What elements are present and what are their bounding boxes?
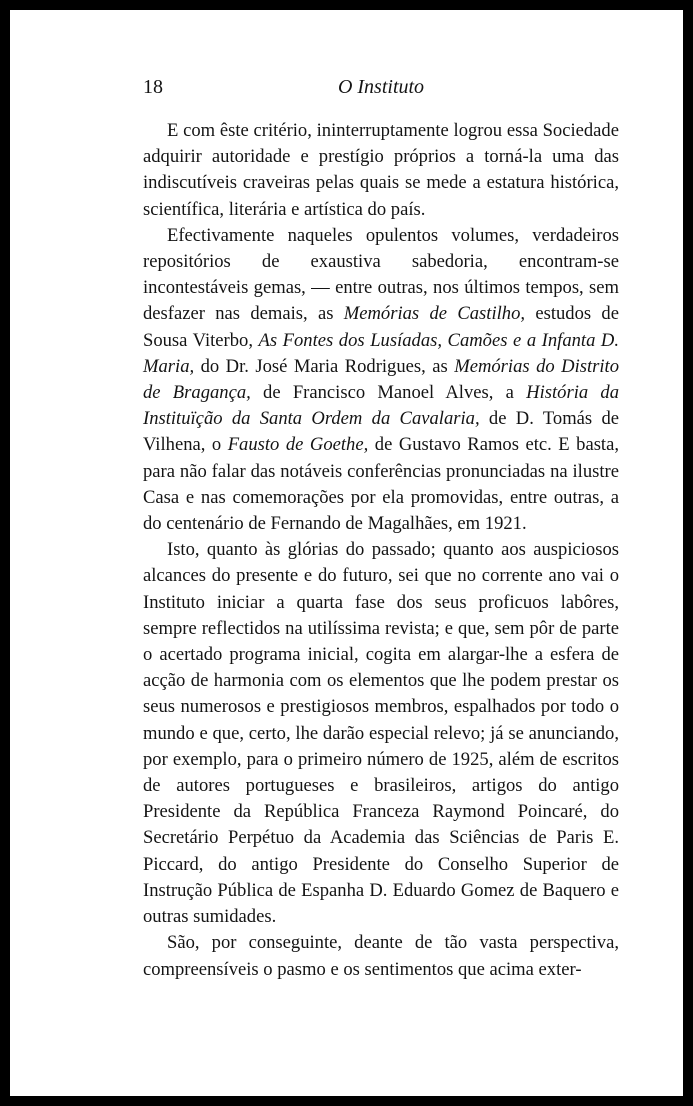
text-run: Efectivamente naqueles opulentos volumes, verdadeiros repositórios de exaustiva sabedoria, encontram-se incontestáveis gemas, — entre outras, nos últimos tempos, sem desfazer nas demais, as [143, 224, 619, 325]
text-run: de D. Tomás de Vilhena, o [143, 408, 619, 456]
work-title: Fausto de Goethe, [227, 434, 369, 456]
paragraph-4 [143, 930, 619, 982]
text-run: estudos de Sousa Viterbo, [143, 303, 619, 351]
work-title: Memórias de Castilho, [343, 303, 526, 325]
paragraph-1 [143, 118, 619, 223]
text-run: de Gustavo Ramos etc. E basta, para não falar das notáveis conferências pronunciadas na ilustre Casa e nas comemorações por ela promovidas, entre outras, a do centenário de Fernando de Magalhães, em 1921. [143, 434, 619, 535]
text-run: E com êste critério, ininterruptamente logrou essa Sociedade adquirir autoridade e prestígio próprios a torná-la uma das indiscutíveis craveiras pelas quais se mede a estatura histórica, scientífica, literária e artística do país. [143, 120, 619, 220]
text-run: de Francisco Manoel Alves, a [250, 382, 527, 404]
text-run: do Dr. José Maria Rodrigues, as [194, 355, 455, 377]
running-head [143, 76, 619, 102]
text-run: São, por conseguinte, deante de tão vasta perspectiva, compreensíveis o pasmo e os sentimentos que acima exter- [143, 932, 619, 980]
text-run: Isto, quanto às glórias do passado; quanto aos auspiciosos alcances do presente e do futuro, sei que no corrente ano vai o Instituto iniciar a quarta fase dos seus proficuos labôres, sempre reflectidos na utilíssima revista; e que, sem pôr de parte o acertado programa inicial, cogita em alargar-lhe a esfera de acção de harmonia com os elementos que lhe podem prestar os seus numerosos e prestigiosos membros, espalhados por todo o mundo e que, certo, lhe darão especial relevo; já se anunciando, por exemplo, para o primeiro número de 1925, além de escritos de autores portugueses e brasileiros, artigos do antigo Presidente da República Franceza Raymond Poincaré, do Secretário Perpétuo da Academia das Sciências de Paris E. Piccard, do antigo Presidente do Conselho Superior de Instrução Pública de Espanha D. Eduardo Gomez de Baquero e outras sumidades. [143, 539, 619, 928]
work-title: Memórias do Distrito de Bragança, [143, 355, 619, 404]
paragraph-3 [143, 537, 619, 930]
work-title: As Fontes dos Lusíadas, Camões e a Infanta D. Maria, [143, 329, 619, 377]
work-title: História da Instituïção da Santa Ordem da Cavalaria, [143, 382, 620, 430]
paragraph-2 [143, 223, 619, 537]
running-title: O Instituto [337, 76, 425, 98]
book-page [10, 10, 683, 1096]
page-number: 18 [143, 76, 163, 98]
body-text [143, 118, 619, 983]
